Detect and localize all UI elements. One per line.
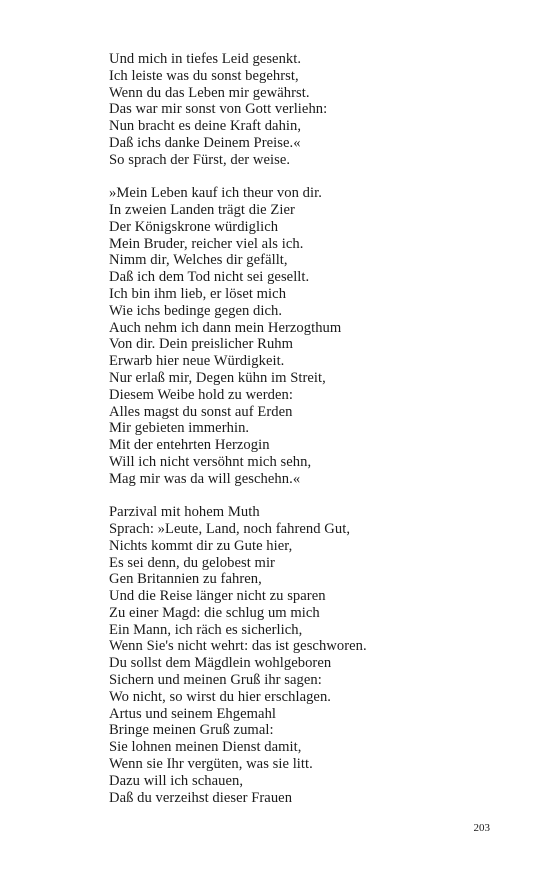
verse-line: Mein Bruder, reicher viel als ich. (109, 235, 304, 252)
verse-line: Wo nicht, so wirst du hier erschlagen. (109, 688, 332, 705)
verse-line: Will ich nicht versöhnt mich sehn, (109, 453, 312, 470)
verse-line: Nimm dir, Welches dir gefällt, (109, 252, 288, 269)
verse-line: Daß ichs danke Deinem Preise.« (109, 134, 301, 151)
verse-line: Wenn Sie's nicht wehrt: das ist geschworen. (109, 638, 367, 655)
stanza-2 (109, 185, 449, 487)
verse-line: Bringe meinen Gruß zumal: (109, 722, 274, 739)
verse-line: Zu einer Magd: die schlug um mich (109, 604, 320, 621)
stanza-1 (109, 51, 449, 169)
verse-line: Das war mir sonst von Gott verliehn: (109, 101, 328, 118)
verse-line: Nun bracht es deine Kraft dahin, (109, 118, 302, 135)
poem-text (109, 51, 449, 806)
verse-line: Sprach: »Leute, Land, noch fahrend Gut, (109, 520, 351, 537)
verse-line: Und mich in tiefes Leid gesenkt. (109, 51, 302, 67)
verse-line: Nur erlaß mir, Degen kühn im Streit, (109, 369, 326, 386)
verse-line: Von dir. Dein preislicher Ruhm (109, 336, 294, 353)
verse-line: Es sei denn, du gelobest mir (109, 554, 275, 571)
stanza-3 (109, 504, 449, 806)
verse-line: Parzival mit hohem Muth (109, 504, 260, 521)
verse-line: Wenn sie Ihr vergüten, was sie litt. (109, 756, 313, 773)
verse-line: Daß du verzeihst dieser Frauen (109, 789, 293, 806)
verse-line: Mir gebieten immerhin. (109, 420, 250, 437)
verse-line: Ich bin ihm lieb, er löset mich (109, 285, 287, 302)
verse-line: Mag mir was da will geschehn.« (109, 470, 301, 487)
verse-line: In zweien Landen trägt die Zier (109, 201, 295, 218)
verse-line: Gen Britannien zu fahren, (109, 571, 262, 588)
verse-line: Du sollst dem Mägdlein wohlgeboren (109, 655, 332, 672)
verse-line: Daß ich dem Tod nicht sei gesellt. (109, 269, 310, 286)
verse-line: Erwarb hier neue Würdigkeit. (109, 353, 285, 370)
verse-line: Mit der entehrten Herzogin (109, 437, 270, 454)
verse-line: Und die Reise länger nicht zu sparen (109, 588, 326, 605)
verse-line: Dazu will ich schauen, (109, 772, 244, 789)
verse-line: Ein Mann, ich räch es sicherlich, (109, 621, 303, 638)
verse-line: So sprach der Fürst, der weise. (109, 151, 291, 168)
page-number: 203 (473, 822, 490, 834)
verse-line: Auch nehm ich dann mein Herzogthum (109, 319, 342, 336)
verse-line: Wenn du das Leben mir gewährst. (109, 84, 310, 101)
verse-line: Nichts kommt dir zu Gute hier, (109, 537, 293, 554)
verse-line: Wie ichs bedinge gegen dich. (109, 302, 283, 319)
verse-line: Sichern und meinen Gruß ihr sagen: (109, 672, 322, 689)
verse-line: Diesem Weibe hold zu werden: (109, 386, 293, 403)
verse-line: »Mein Leben kauf ich theur von dir. (109, 185, 322, 202)
verse-line: Ich leiste was du sonst begehrst, (109, 67, 299, 84)
verse-line: Artus und seinem Ehgemahl (109, 705, 277, 722)
verse-line: Der Königskrone würdiglich (109, 218, 279, 235)
verse-line: Sie lohnen meinen Dienst damit, (109, 739, 302, 756)
verse-line: Alles magst du sonst auf Erden (109, 403, 293, 420)
